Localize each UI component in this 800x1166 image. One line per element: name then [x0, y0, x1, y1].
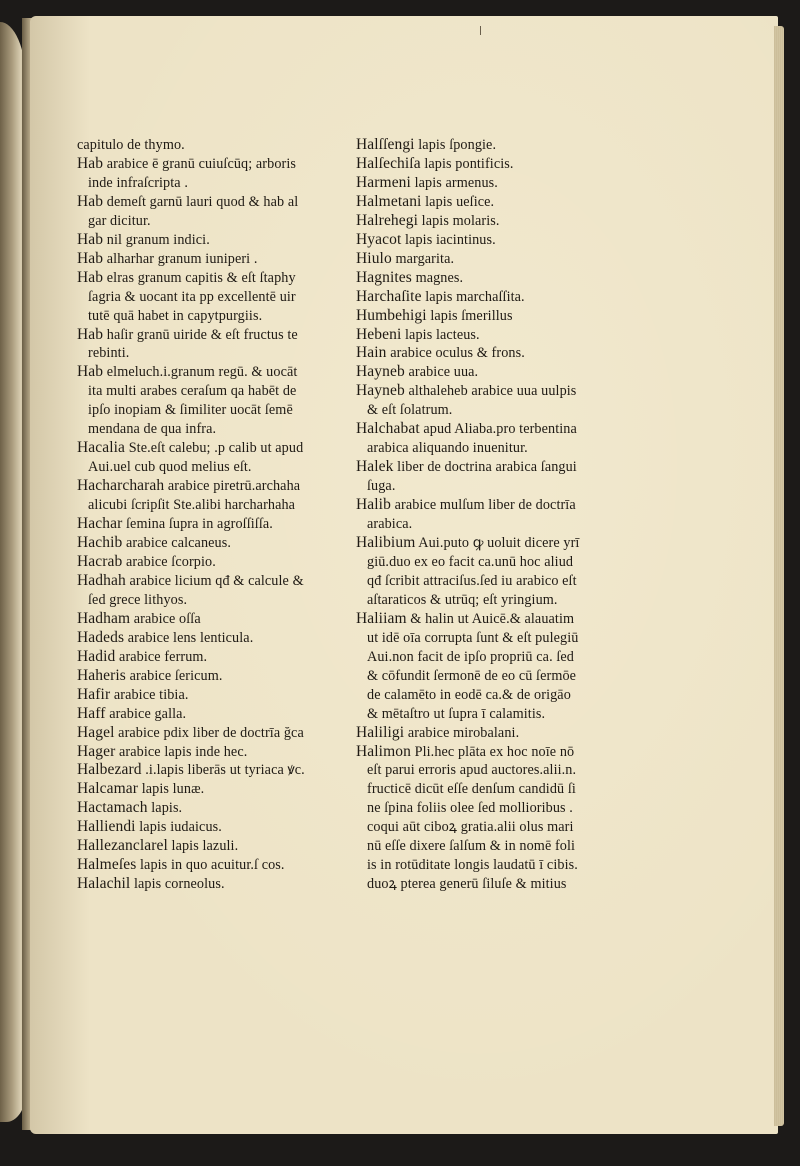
entry-text: .i.lapis liberās ut tyriaca ꝟc. [145, 762, 305, 779]
dictionary-entry [356, 363, 618, 382]
entry-headword: Halſechiſa [356, 154, 421, 172]
entry-text: arabice mirobalani. [407, 724, 520, 741]
entry-continuation-line: ut idē oīa corrupta ſunt & eſt pulegiū [367, 629, 579, 646]
dictionary-entry [77, 553, 339, 572]
dictionary-entry [77, 667, 339, 686]
entry-headword: Harchaſite [356, 287, 422, 305]
entry-continuation-line: arabica. [367, 516, 413, 533]
entry-first-line [356, 496, 618, 515]
entry-headword: Hager [77, 742, 116, 760]
entry-first-line [77, 799, 339, 818]
entry-first-line [356, 307, 618, 326]
entry-text: arabice licium qđ & calcule & [129, 572, 304, 589]
entry-text: apud Aliaba.pro terbentina [423, 421, 577, 438]
entry-headword: Halibium [356, 534, 416, 552]
entry-first-line [77, 477, 339, 496]
dictionary-entry [77, 193, 339, 231]
entry-first-line [77, 667, 339, 686]
left-text-column [77, 136, 339, 894]
entry-headword: Halcamar [77, 780, 139, 798]
entry-first-line [356, 610, 618, 629]
entry-headword: Hadham [77, 609, 131, 627]
dictionary-entry [356, 193, 618, 212]
entry-headword: Halchabat [356, 420, 420, 438]
dictionary-entry [77, 780, 339, 799]
page-stack-edge [774, 26, 784, 1126]
dictionary-entry [356, 288, 618, 307]
entry-headword: Hachar [77, 515, 123, 533]
entry-first-line [77, 743, 339, 762]
entry-text: lapis iacintinus. [405, 231, 496, 248]
dictionary-entry [77, 761, 339, 780]
dictionary-entry [77, 610, 339, 629]
entry-first-line [77, 686, 339, 705]
entry-headword: Halmetani [356, 192, 422, 210]
entry-headword: Hachib [77, 534, 123, 552]
entry-text: margarita. [395, 250, 455, 267]
entry-headword: Hiulo [356, 249, 392, 267]
entry-headword: Hacharcharah [77, 477, 165, 495]
entry-first-line [356, 326, 618, 345]
entry-headword: Hafir [77, 685, 111, 703]
entry-text: arabice piretrū.archaha [167, 478, 301, 495]
dictionary-entry [356, 250, 618, 269]
entry-first-line [356, 534, 618, 553]
dictionary-entry [77, 363, 339, 439]
page-mark [480, 26, 481, 35]
right-text-column [356, 136, 618, 894]
entry-text: lapis lunæ. [141, 781, 205, 798]
entry-headword: Humbehigi [356, 306, 427, 324]
entry-text: Pli.hec plāta ex hoc noīe nō [414, 743, 575, 760]
entry-headword: Halachil [77, 875, 131, 893]
entry-first-line [77, 231, 339, 250]
entry-text: arabice lapis inde hec. [119, 743, 248, 760]
dictionary-entry [77, 439, 339, 477]
entry-first-line [356, 250, 618, 269]
dictionary-entry [356, 610, 618, 724]
entry-first-line [77, 155, 339, 174]
entry-headword: Hab [77, 230, 104, 248]
entry-text: alharhar granum iuniperi . [106, 250, 258, 267]
dictionary-entry [356, 458, 618, 496]
entry-text: lapis armenus. [414, 174, 498, 191]
entry-headword: Halliendi [77, 818, 136, 836]
entry-text: lapis iudaicus. [139, 819, 222, 836]
entry-first-line [77, 780, 339, 799]
dictionary-entry [77, 629, 339, 648]
entry-first-line [77, 610, 339, 629]
dictionary-entry [77, 837, 339, 856]
dictionary-entry [356, 534, 618, 610]
entry-first-line [356, 231, 618, 250]
entry-text: lapis lazuli. [171, 838, 239, 855]
entry-headword: Halſſengi [356, 136, 415, 153]
entry-text: & halin ut Auicē.& alauatim [410, 610, 575, 627]
dictionary-entry [77, 250, 339, 269]
entry-first-line [77, 856, 339, 875]
entry-first-line [356, 743, 618, 762]
entry-headword: Haff [77, 704, 106, 722]
dictionary-entry [356, 743, 618, 895]
entry-text: haſir granū uiride & eſt fructus te [106, 326, 298, 343]
entry-first-line [77, 724, 339, 743]
dictionary-entry [356, 231, 618, 250]
entry-continuation-line: de calamēto in eodē ca.& de origāo [367, 686, 571, 703]
entry-headword: Halbezard [77, 761, 142, 779]
entry-first-line [77, 648, 339, 667]
entry-headword: Haheris [77, 666, 126, 684]
dictionary-entry [77, 515, 339, 534]
entry-headword: Hayneb [356, 363, 405, 381]
dictionary-entry [356, 344, 618, 363]
entry-first-line [77, 269, 339, 288]
dictionary-entry [356, 174, 618, 193]
entry-headword: Hactamach [77, 799, 148, 817]
entry-headword: Haliiam [356, 609, 407, 627]
entry-first-line [77, 439, 339, 458]
entry-continuation-line: & cōfundit ſermonē de eo cū ſermōe [367, 667, 577, 684]
dictionary-entry [356, 307, 618, 326]
entry-text: lapis corneolus. [133, 876, 225, 893]
entry-headword: Hagnites [356, 268, 412, 286]
dictionary-entry [356, 269, 618, 288]
entry-text: lapis ſmerillus [430, 307, 513, 324]
entry-continuation-line: & eſt ſolatrum. [367, 402, 453, 419]
entry-continuation-line: mendana de qua infra. [88, 421, 217, 438]
entry-continuation-line: ſagria & uocant ita pp excellentē uir [88, 288, 296, 305]
dictionary-entry [77, 875, 339, 894]
dictionary-entry [356, 420, 618, 458]
entry-continuation-line: nū eſſe dixere ſalſum & in nomē foli [367, 838, 576, 855]
entry-text: arabice galla. [109, 705, 187, 722]
entry-first-line [356, 193, 618, 212]
entry-continuation-line: coqui aūt ciboꝝ gratia.alii olus mari [367, 819, 574, 836]
entry-text: arabice ſericum. [129, 667, 223, 684]
entry-headword: Hagel [77, 723, 115, 741]
entry-first-line [356, 136, 618, 155]
dictionary-entry [356, 136, 618, 155]
entry-continuation-line: gar dicitur. [88, 212, 151, 229]
entry-headword: Hacalia [77, 439, 126, 457]
entry-first-line [77, 250, 339, 269]
entry-text: elmeluch.i.granum regū. & uocāt [106, 364, 298, 381]
entry-first-line [356, 382, 618, 401]
entry-headword: Hab [77, 249, 104, 267]
entry-first-line [356, 155, 618, 174]
entry-continuation-line: is in rotūditate longis laudatū ī cibis. [367, 857, 578, 874]
entry-headword: Hadeds [77, 628, 125, 646]
entry-continuation-line: rebinti. [88, 345, 130, 362]
entry-text: elras granum capitis & eſt ſtaphy [106, 269, 296, 286]
entry-continuation-line: eſt parui erroris apud auctores.alii.n. [367, 762, 577, 779]
entry-text: lapis ſpongie. [418, 137, 497, 153]
entry-continuation-line: Aui.non facit de ipſo propriū ca. ſed [367, 648, 574, 665]
dictionary-entry [356, 155, 618, 174]
entry-text: nil granum indici. [106, 231, 210, 248]
dictionary-entry [77, 724, 339, 743]
entry-first-line [77, 515, 339, 534]
entry-first-line [356, 288, 618, 307]
entry-continuation-line: tutē quā habet in capytpurgiis. [88, 307, 263, 324]
entry-continuation-line: duoꝝ pterea generū ſiluſe & mitius [367, 876, 567, 893]
entry-text: lapis pontificis. [424, 155, 514, 172]
dictionary-entry [77, 856, 339, 875]
dictionary-entry [77, 534, 339, 553]
entry-continuation-line: inde infraſcripta . [88, 174, 188, 191]
entry-headword: Hebeni [356, 325, 402, 343]
entry-text: capitulo de thymo. [77, 137, 185, 153]
entry-continuation-line: ne ſpina foliis olee ſed mollioribus . [367, 800, 573, 817]
entry-first-line [356, 724, 618, 743]
entry-text: magnes. [415, 269, 464, 286]
dictionary-entry [77, 136, 339, 155]
entry-text: Ste.eſt calebu; .p calib ut apud [128, 440, 304, 457]
entry-first-line [356, 344, 618, 363]
entry-text: arabice oculus & frons. [390, 345, 525, 362]
entry-continuation-line: ſed grece lithyos. [88, 591, 188, 608]
entry-continuation-line: qđ ſcribit attraciſus.ſed iu arabico eſt [367, 572, 577, 589]
entry-text: arabice ſcorpio. [126, 553, 216, 570]
entry-text: ſemina ſupra in agroſſiſſa. [126, 516, 273, 533]
entry-text: arabice pdix liber de doctrīa ğca [118, 724, 304, 741]
entry-headword: Hadid [77, 647, 116, 665]
dictionary-entry [77, 155, 339, 193]
entry-continuation-line: aſtaraticos & utrūq; eſt yringium. [367, 591, 558, 608]
entry-first-line [356, 212, 618, 231]
entry-first-line [77, 193, 339, 212]
entry-first-line [356, 420, 618, 439]
entry-headword: Haliligi [356, 723, 405, 741]
entry-continuation-line: arabica aliquando inuenitur. [367, 440, 528, 457]
entry-headword: Halib [356, 496, 391, 514]
entry-continuation-line: fructicē dicūt eſſe denſum candidū ſi [367, 781, 576, 798]
dictionary-entry [356, 212, 618, 231]
entry-text: lapis. [151, 800, 183, 817]
entry-text: arabice ē granū cuiuſcūq; arboris [106, 155, 297, 172]
entry-text: liber de doctrina arabica ſangui [397, 459, 577, 476]
entry-text: lapis ueſice. [425, 193, 495, 210]
entry-first-line [77, 326, 339, 345]
dictionary-entry [77, 743, 339, 762]
entry-first-line [77, 818, 339, 837]
entry-headword: Halimon [356, 742, 411, 760]
entry-continuation-line: giū.duo ex eo facit ca.unū hoc aliud [367, 553, 574, 570]
entry-first-line [356, 458, 618, 477]
entry-continuation-line: Aui.uel cub quod melius eſt. [88, 459, 252, 476]
dictionary-entry [356, 382, 618, 420]
entry-headword: Halrehegi [356, 211, 419, 229]
entry-text: althaleheb arabice uua uulpis [408, 383, 577, 400]
entry-headword: Hab [77, 363, 104, 381]
entry-text: arabice oſſa [133, 610, 201, 627]
entry-continuation-line: ita multi arabes ceraſum qa habēt de [88, 383, 297, 400]
entry-continuation-line: ipſo inopiam & ſimiliter uocāt ſemē [88, 402, 293, 419]
entry-first-line [77, 875, 339, 894]
dictionary-entry [77, 572, 339, 610]
entry-headword: Hab [77, 268, 104, 286]
entry-first-line [77, 363, 339, 382]
dictionary-entry [77, 648, 339, 667]
entry-headword: Hab [77, 154, 104, 172]
entry-text: arabice calcaneus. [126, 535, 231, 552]
dictionary-entry [77, 799, 339, 818]
entry-headword: Hab [77, 192, 104, 210]
entry-text: lapis lacteus. [405, 326, 480, 343]
entry-text: arabice ferrum. [119, 648, 208, 665]
entry-first-line [77, 705, 339, 724]
dictionary-entry [77, 231, 339, 250]
entry-first-line [77, 761, 339, 780]
entry-first-line [77, 534, 339, 553]
entry-first-line [77, 572, 339, 591]
entry-first-line [356, 269, 618, 288]
entry-text: Aui.puto ꝙ uoluit dicere yrī [418, 535, 580, 552]
dictionary-entry [356, 724, 618, 743]
entry-headword: Hacrab [77, 552, 123, 570]
entry-headword: Hadhah [77, 571, 126, 589]
entry-headword: Hayneb [356, 382, 405, 400]
entry-text: arabice lens lenticula. [127, 629, 254, 646]
entry-first-line [77, 553, 339, 572]
entry-text: lapis marchaſſita. [425, 288, 525, 305]
entry-continuation-line: ſuga. [367, 478, 396, 495]
entry-continuation-line: & mētaſtro ut ſupra ī calamitis. [367, 705, 546, 722]
dictionary-entry [77, 269, 339, 326]
entry-headword: Harmeni [356, 173, 411, 191]
dictionary-entry [356, 326, 618, 345]
dictionary-entry [77, 686, 339, 705]
entry-text: demeſt garnū lauri quod & hab al [106, 193, 299, 210]
entry-text: lapis molaris. [421, 212, 500, 229]
entry-text: arabice tibia. [113, 686, 189, 703]
dictionary-entry [356, 496, 618, 534]
entry-first-line [356, 174, 618, 193]
dictionary-entry [77, 705, 339, 724]
entry-headword: Halmeſes [77, 856, 137, 874]
entry-first-line [356, 363, 618, 382]
entry-continuation-line: alicubi ſcripſit Ste.alibi harcharhaha [88, 497, 296, 514]
entry-headword: Hab [77, 325, 104, 343]
entry-first-line [77, 136, 339, 155]
entry-first-line [77, 629, 339, 648]
entry-text: arabice uua. [408, 364, 479, 381]
dictionary-entry [77, 477, 339, 515]
entry-headword: Halek [356, 458, 394, 476]
entry-headword: Hallezanclarel [77, 837, 168, 855]
dictionary-entry [77, 818, 339, 837]
entry-first-line [77, 837, 339, 856]
entry-headword: Hyacot [356, 230, 402, 248]
dictionary-entry [77, 326, 339, 364]
entry-headword: Hain [356, 344, 387, 362]
entry-text: lapis in quo acuitur.ſ cos. [140, 857, 285, 874]
entry-text: arabice mulſum liber de doctrīa [394, 497, 576, 514]
